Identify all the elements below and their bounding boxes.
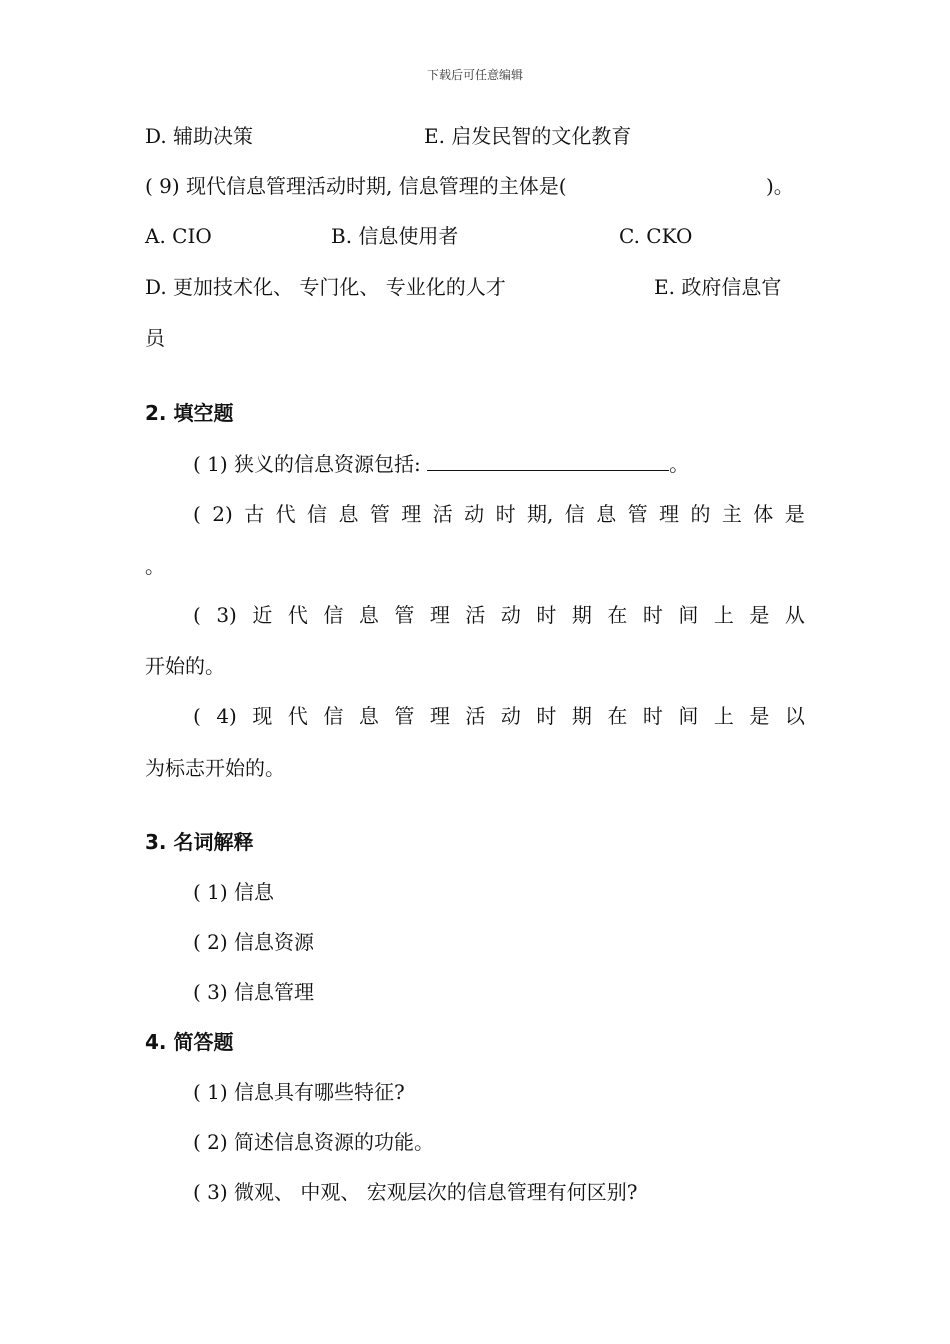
fill-question-1-end: 。 [669, 452, 690, 476]
term-item-2: ( 2) 信息资源 [193, 930, 315, 954]
q3-char: 3) [216, 603, 237, 627]
q4-char: 是 [749, 704, 770, 728]
q3-char: 在 [607, 603, 628, 627]
q4-char: 代 [287, 704, 308, 728]
fill-question-2 [193, 500, 805, 528]
q4-char: 活 [465, 704, 486, 728]
term-item-1: ( 1) 信息 [193, 880, 275, 904]
short-answer-1: ( 1) 信息具有哪些特征? [193, 1080, 405, 1104]
q4-char: 时 [536, 704, 557, 728]
q2-char: 古 [244, 502, 265, 526]
q4-char: 间 [678, 704, 699, 728]
fill-question-1 [193, 450, 689, 478]
q4-char: 时 [642, 704, 663, 728]
section-2-title: 2. 填空题 [145, 401, 234, 425]
q3-char: 信 [323, 603, 344, 627]
question-9-stem-left: ( 9) 现代信息管理活动时期, 信息管理的主体是( [145, 174, 567, 198]
q3-char: 管 [394, 603, 415, 627]
q2-char: 理 [401, 502, 422, 526]
q2-char: 体 [753, 502, 774, 526]
q2-char: 息 [338, 502, 359, 526]
option-e-q9-continued: 员 [145, 326, 165, 350]
q2-char: 息 [596, 502, 617, 526]
page-header: 下载后可任意编辑 [426, 68, 523, 82]
option-e-q8: E. 启发民智的文化教育 [424, 124, 632, 148]
short-answer-3: ( 3) 微观、 中观、 宏观层次的信息管理有何区别? [193, 1180, 638, 1204]
q2-char: 活 [432, 502, 453, 526]
q3-char: 理 [429, 603, 450, 627]
q2-char: 理 [659, 502, 680, 526]
option-d-q8: D. 辅助决策 [145, 124, 254, 148]
q4-char: 在 [607, 704, 628, 728]
q2-char: 是 [784, 502, 805, 526]
fill-question-3 [193, 601, 805, 629]
fill-blank-1[interactable] [427, 450, 669, 471]
q3-char: 活 [465, 603, 486, 627]
fill-question-4 [193, 702, 805, 730]
section-3-title: 3. 名词解释 [145, 830, 254, 854]
q3-char: 时 [536, 603, 557, 627]
q4-char: 期 [571, 704, 592, 728]
fill-question-1-text: ( 1) 狭义的信息资源包括: [193, 452, 421, 476]
option-a-q9: A. CIO [145, 224, 212, 248]
term-item-3: ( 3) 信息管理 [193, 980, 315, 1004]
q4-char: 动 [500, 704, 521, 728]
option-c-q9: C. CKO [619, 224, 693, 248]
q3-char: 从 [784, 603, 805, 627]
fill-question-4-continued: 为标志开始的。 [145, 756, 285, 780]
q2-char: 信 [307, 502, 328, 526]
question-9-stem-right: )。 [766, 174, 794, 198]
q3-char: 时 [642, 603, 663, 627]
q4-char: 以 [784, 704, 805, 728]
q3-char: 是 [749, 603, 770, 627]
q4-char: 息 [358, 704, 379, 728]
q2-char: ( [193, 502, 201, 526]
fill-question-3-continued: 开始的。 [145, 654, 225, 678]
q4-char: ( [193, 704, 201, 728]
q4-char: 4) [216, 704, 237, 728]
section-4-title: 4. 简答题 [145, 1030, 234, 1054]
q3-char: 期 [571, 603, 592, 627]
q2-char: 管 [369, 502, 390, 526]
q3-char: ( [193, 603, 201, 627]
q2-char: 期, [526, 502, 554, 526]
q3-char: 间 [678, 603, 699, 627]
q2-char: 动 [464, 502, 485, 526]
q3-char: 息 [358, 603, 379, 627]
q2-char: 信 [564, 502, 585, 526]
q4-char: 理 [429, 704, 450, 728]
option-b-q9: B. 信息使用者 [331, 224, 459, 248]
q2-char: 时 [495, 502, 516, 526]
q2-char: 主 [721, 502, 742, 526]
q2-char: 管 [627, 502, 648, 526]
q4-char: 管 [394, 704, 415, 728]
q2-char: 的 [690, 502, 711, 526]
fill-question-2-continued: 。 [145, 554, 165, 578]
q3-char: 近 [252, 603, 273, 627]
q4-char: 信 [323, 704, 344, 728]
option-e-q9: E. 政府信息官 [654, 275, 782, 299]
q4-char: 上 [713, 704, 734, 728]
q3-char: 上 [713, 603, 734, 627]
q4-char: 现 [252, 704, 273, 728]
q2-char: 2) [212, 502, 233, 526]
question-9-stem [145, 172, 567, 200]
short-answer-2: ( 2) 简述信息资源的功能。 [193, 1130, 435, 1154]
q3-char: 代 [287, 603, 308, 627]
option-d-q9: D. 更加技术化、 专门化、 专业化的人才 [145, 275, 506, 299]
q2-char: 代 [275, 502, 296, 526]
q3-char: 动 [500, 603, 521, 627]
